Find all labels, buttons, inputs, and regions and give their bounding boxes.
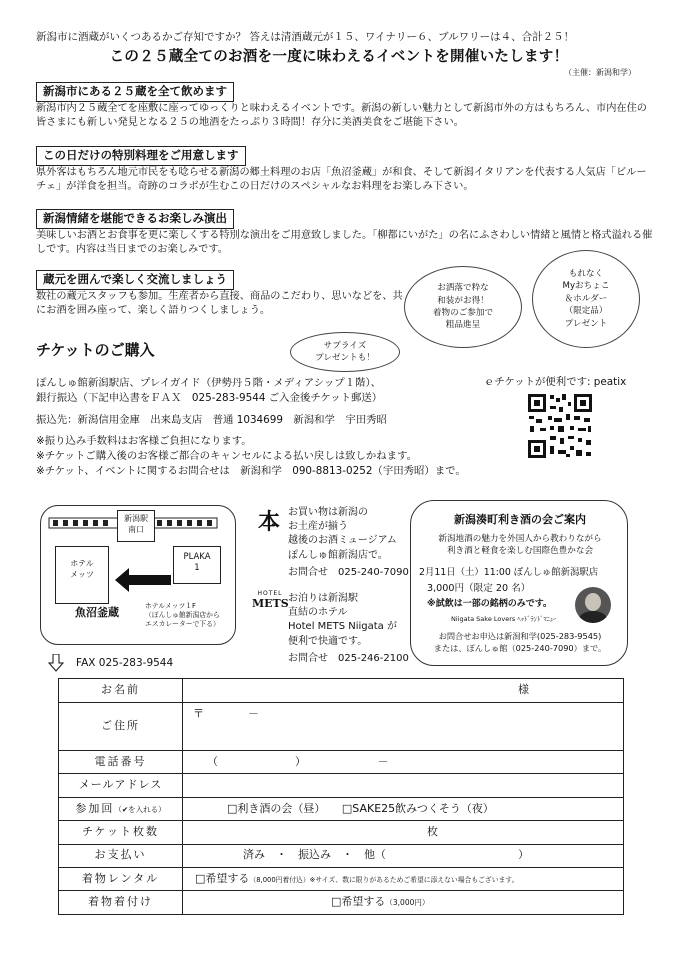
address-label: ご住所 [59,703,183,751]
section-body: 美味しいお酒とお食事を更に楽しくする特別な演出をご用意致しました。「柳都にいがた」の名にふさわしい情緒と風情と格式溢れる催しです。内容は当日までのお楽しみです。 [36,229,653,255]
name-field[interactable] [183,679,624,703]
dressing-label: 着物着付け [59,891,183,914]
dressing-checkbox[interactable]: □希望する [331,895,386,909]
count-field[interactable] [183,821,624,844]
hotel-mets-logo: METS [252,597,289,610]
name-suffix: 様 [518,683,529,696]
presenter-avatar [575,587,611,623]
section-2 [36,146,656,194]
access-map [40,505,236,645]
rental-checkbox[interactable]: □希望する [195,871,250,885]
application-form [58,678,624,915]
fax-number: FAX 025-283-9544 [76,657,174,669]
choko-bubble: もれなく Myおちょこ ＆ホルダー （限定品） プレゼント [532,250,640,348]
organizer: （主催：新潟和学） [564,68,636,77]
hotel-text: お泊りは新潟駅 直結のホテル Hotel METS Niigata が 便利で快適です。 [288,593,397,647]
join-label-text: 参加回 [75,801,115,815]
kikisake-desc: 新潟地酒の魅力を外国人から教わりながら 利き酒と軽食を楽しむ国際色豊かな会 [438,534,602,557]
venue-note: ホテルメッツ１F （ぽんしゅ館新潟店から エスカレーターで下る） [145,602,220,628]
section-title: 新潟市にある２５蔵を全て飲めます [36,82,234,102]
rental-label: 着物レンタル [59,867,183,890]
payment-label: お支払い [59,844,183,867]
join-options[interactable] [183,797,624,820]
section-body: 数社の蔵元スタッフも参加。生産者から直接、商品のこだわり、思いなどを、共にお酒を囲み座って、楽しく語りつくしましょう。 [36,290,403,316]
kikisake-note: ※試飲は一部の銘柄のみです。 [427,599,553,609]
section-3 [36,209,656,257]
section-title: 新潟情緒を堪能できるお楽しみ演出 [36,209,234,229]
shop-text: お買い物は新潟の お土産が揃う 越後のお酒ミュージアム ぽんしゅ館新潟店で。 [288,507,397,561]
ticket-places: ぽんしゅ館新潟駅店、プレイガイド（伊勢丹５階・メディアシップ１階）、 [36,377,382,389]
kikisake-title: 新潟湊町利き酒の会ご案内 [454,513,586,526]
arrow-left-icon [115,568,171,592]
hotel-logo-small: HOTEL [257,590,283,597]
join-label [59,797,183,820]
page-title: この２５蔵全てのお酒を一度に味わえるイベントを開催いたします！ [109,49,569,65]
payment-options-text: 済み ・ 振込み ・ 他（ ） [243,848,529,862]
email-field[interactable] [183,774,624,797]
hotel-mets-block: ホテル メッツ [55,546,109,604]
section-body: 新潟市内２５蔵全てを座敷に座ってゆっくりと味わえるイベントです。新潟の新しい魅力として新潟市外の方はもちろん、市内在住の皆さまにも新しい発見となる２５の地酒をたっぷり３時間！存分に美酒美食をご堪能下さい。 [36,102,647,128]
phone-label: 電話番号 [59,751,183,774]
ticket-bank: 銀行振込（下記申込書をＦＡＸ 025-283-9544 ご入金後チケット郵送） [36,392,383,404]
section-title: 蔵元を囲んで楽しく交流しましょう [36,270,234,290]
dressing-option[interactable] [183,891,624,914]
shop-tel: お問合せ 025-240-7090 [288,567,409,578]
account-info: 振込先：新潟信用金庫 出来島支店 普通 1034699 新潟和学 宇田秀昭 [36,414,387,426]
kikisake-price: 3,000円（限定 20 名） [427,583,531,594]
surprise-bubble: サプライズ プレゼントも！ [290,332,400,372]
phone-template: （ ） － [207,754,389,768]
join-options-text: □利き酒の会（昼） □SAKE25飲みつくそう（夜） [227,801,494,815]
plaka-block: PLAKA 1 [173,546,221,584]
down-arrow-icon [48,654,64,672]
address-field[interactable] [183,703,624,751]
email-label: メールアドレス [59,774,183,797]
note-2: ※チケットご購入後のお客様ご都合のキャンセルによる払い戻しは致しかねます。 [36,450,417,462]
section-4 [36,270,406,318]
kimono-bubble: お洒落で粋な 和装がお得！ 着物のご参加で 粗品進呈 [404,266,522,348]
station-south-exit: 新潟駅 南口 [117,510,155,542]
hotel-tel: お問合せ 025-246-2100 [288,653,409,664]
phone-field[interactable] [183,751,624,774]
ponshukan-logo-icon: 本 [257,509,280,535]
kikisake-date: 2月11日（土）11:00 ぽんしゅ館新潟駅店 [419,567,599,578]
section-1 [36,82,656,130]
ticket-title: チケットのご購入 [36,341,155,359]
qr-code-icon[interactable] [526,392,594,460]
kikisake-contact: お問合せお申込は新潟和学(025-283-9545) または、ぽんしゅ館（025-240-7090）まで。 [433,631,607,653]
count-unit: 枚 [427,825,438,839]
postal-prefix: 〒 － [193,707,259,720]
venue-name: 魚沼釜蔵 [75,606,119,619]
sake-lovers-label: Niigata Sake Lovers ﾍｯﾄﾞﾗﾝﾄﾞﾏﾆｭｰ [451,615,557,623]
section-title: この日だけの特別料理をご用意します [36,146,246,166]
note-3: ※チケット、イベントに関するお問合せは 新潟和学 090-8813-0252（宇田秀昭）まで。 [36,465,466,477]
kikisake-info-box [410,500,628,666]
count-label: チケット枚数 [59,821,183,844]
eticket-text: ｅチケットが便利です: peatix [484,376,627,388]
section-body: 県外客はもちろん地元市民をも唸らせる新潟の郷土料理のお店「魚沼釜蔵」が和食、そして新潟イタリアンを代表する人気店「ビルーチェ」が洋食を担当。奇跡のコラボが生むこの日だけのスペシャルなお料理をお楽しみ下さい。 [36,166,647,192]
payment-options[interactable] [183,844,624,867]
name-label: お名前 [59,679,183,703]
rental-option[interactable] [183,867,624,890]
join-hint: （✔を入れる） [114,804,166,814]
intro-text: 新潟市に酒蔵がいくつあるかご存知ですか？ 答えは清酒蔵元が１５、ワイナリー６、ブルワリーは４、合計２５！ [36,31,575,43]
rental-note: （8,000円着付込）※サイズ、数に限りがあるためご希望に添えない場合もございます。 [249,875,519,884]
dressing-note: （3,000円） [385,898,430,908]
note-1: ※振り込み手数料はお客様ご負担になります。 [36,435,252,447]
